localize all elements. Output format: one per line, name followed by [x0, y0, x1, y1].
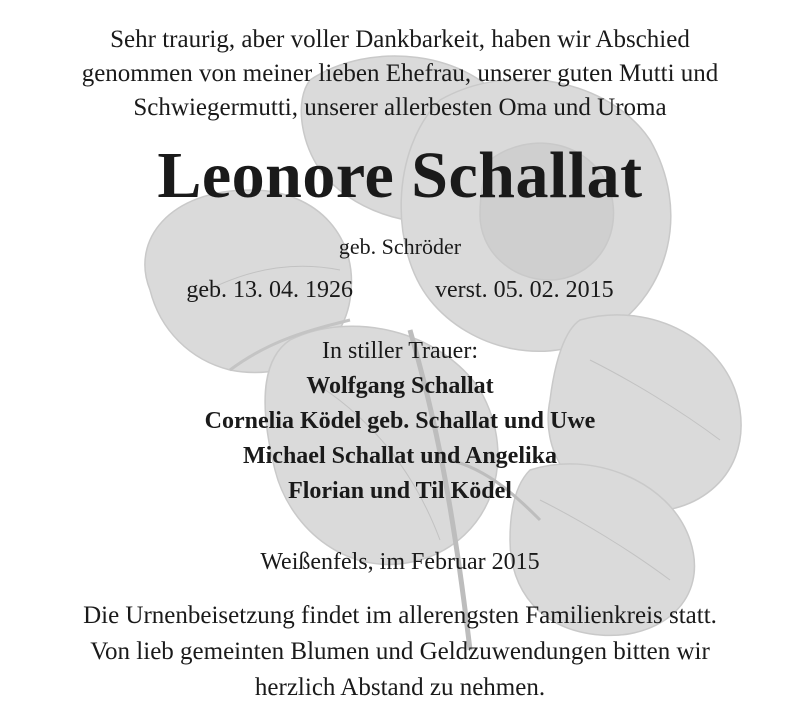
closing-line-2: Von lieb gemeinten Blumen und Geldzuwendungen bitten wir: [90, 638, 710, 665]
mourner-name: Wolfgang Schallat: [306, 373, 494, 399]
intro-line-2: genommen von meiner lieben Ehefrau, unserer guten Mutti und: [81, 60, 719, 87]
closing-line-1: Die Urnenbeisetzung findet im allerengsten Familienkreis statt.: [83, 602, 717, 629]
mourning-label: In stiller Trauer:: [322, 338, 478, 364]
life-dates: [0, 277, 800, 304]
intro-line-1: Sehr traurig, aber voller Dankbarkeit, haben wir Abschied: [110, 26, 690, 53]
mourner-name: Michael Schallat und Angelika: [242, 443, 558, 469]
intro-line-3: Schwiegermutti, unserer allerbesten Oma und Uroma: [133, 94, 667, 121]
death-date: verst. 05. 02. 2015: [435, 277, 614, 303]
mourner-name: Cornelia Ködel geb. Schallat und Uwe: [204, 408, 596, 434]
closing-line-3: herzlich Abstand zu nehmen.: [254, 674, 546, 701]
maiden-name: geb. Schröder: [338, 234, 462, 259]
mourner-name: Florian und Til Ködel: [288, 478, 512, 504]
deceased-name: Leonore Schallat: [157, 139, 643, 212]
birth-date: geb. 13. 04. 1926: [186, 277, 353, 303]
place-date: Weißenfels, im Februar 2015: [260, 549, 540, 575]
